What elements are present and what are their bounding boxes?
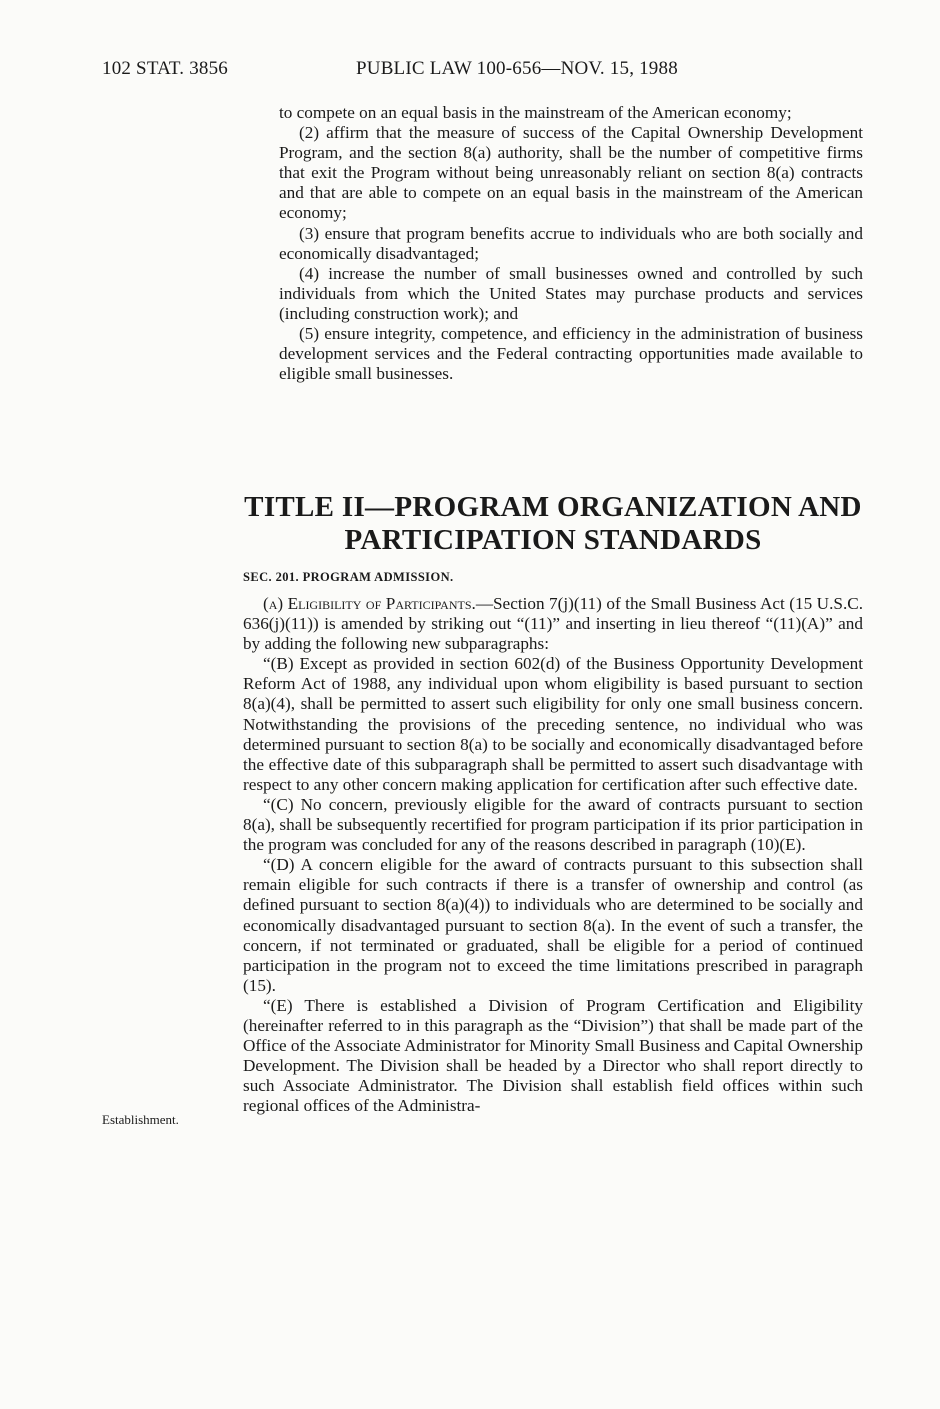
section-body bbox=[243, 594, 863, 1116]
title-line-2: PARTICIPATION STANDARDS bbox=[344, 524, 762, 556]
list-item: (4) increase the number of small businesses owned and controlled by such individuals from which the United States may purchase products and services (including construction work); and bbox=[279, 263, 863, 323]
statute-page-number: 102 STAT. 3856 bbox=[102, 58, 229, 79]
margin-note: Establishment. bbox=[102, 1112, 179, 1127]
subparagraph: “(B) Except as provided in section 602(d) of the Business Opportunity Development Reform Act of 1988, any individual upon whom eligibility is based pursuant to section 8(a)(4), shall be permitted to assert such eligibility for only one small business concern. Notwithstanding the provisions of the preceding sentence, no individual who was determined pursuant to section 8(a) to be socially and economically disadvantaged before the effective date of this subparagraph shall be permitted to assert such disadvantage with respect to any other concern making application for certification after such effective date. bbox=[243, 654, 863, 794]
list-item: (5) ensure integrity, competence, and efficiency in the administration of business development services and the Federal contracting opportunities made available to eligible small businesses. bbox=[279, 324, 863, 384]
title-line-1: TITLE II—PROGRAM ORGANIZATION AND bbox=[244, 491, 862, 523]
title-heading bbox=[243, 491, 863, 557]
list-item: (3) ensure that program benefits accrue to individuals who are both socially and economically disadvantaged; bbox=[279, 223, 863, 263]
subparagraph: “(E) There is established a Division of Program Certification and Eligibility (hereinafter referred to in this paragraph as the “Division”) that shall be made part of the Office of the Associate Administrator for Minority Small Business and Capital Ownership Development. The Division shall be headed by a Director who shall report directly to such Associate Administrator. The Division shall establish field offices within such regional offices of the Administra- bbox=[243, 995, 863, 1116]
running-header: PUBLIC LAW 100-656—NOV. 15, 1988 bbox=[356, 58, 678, 79]
subparagraph: “(C) No concern, previously eligible for the award of contracts pursuant to section 8(a), shall be subsequently recertified for program participation if its prior participation in the program was concluded for any of the reasons described in paragraph (10)(E). bbox=[243, 794, 863, 855]
section-heading: SEC. 201. PROGRAM ADMISSION. bbox=[243, 570, 454, 584]
list-item: (2) affirm that the measure of success of the Capital Ownership Development Program, and the section 8(a) authority, shall be the number of competitive firms that exit the Program without being unreasonably reliant on section 8(a) contracts and that are able to compete on an equal basis in the mainstream of the American economy; bbox=[279, 123, 863, 223]
subparagraph: “(D) A concern eligible for the award of contracts pursuant to this subsection shall remain eligible for such contracts if there is a transfer of ownership and control (as defined pursuant to section 8(a)(4)) to individuals who are determined to be socially and economically disadvantaged pursuant to section 8(a). In the event of such a transfer, the concern, if not terminated or graduated, shall be eligible for a period of continued participation in the program not to exceed the time limitations prescribed in paragraph (15). bbox=[243, 855, 863, 995]
subsection-a-label: (a) Eligibility of Participants. bbox=[263, 594, 476, 613]
subsection-a-text: —Section 7(j)(11) of the Small Business Act (15 U.S.C. 636(j)(11)) is amended by striking out “(11)” and inserting in lieu thereof “(11)(A)” and by adding the following new subparagraphs: bbox=[243, 594, 864, 654]
continuation-text: to compete on an equal basis in the mainstream of the American economy; bbox=[279, 103, 792, 122]
subsection-a bbox=[243, 594, 863, 654]
findings-purposes-block bbox=[279, 103, 863, 384]
